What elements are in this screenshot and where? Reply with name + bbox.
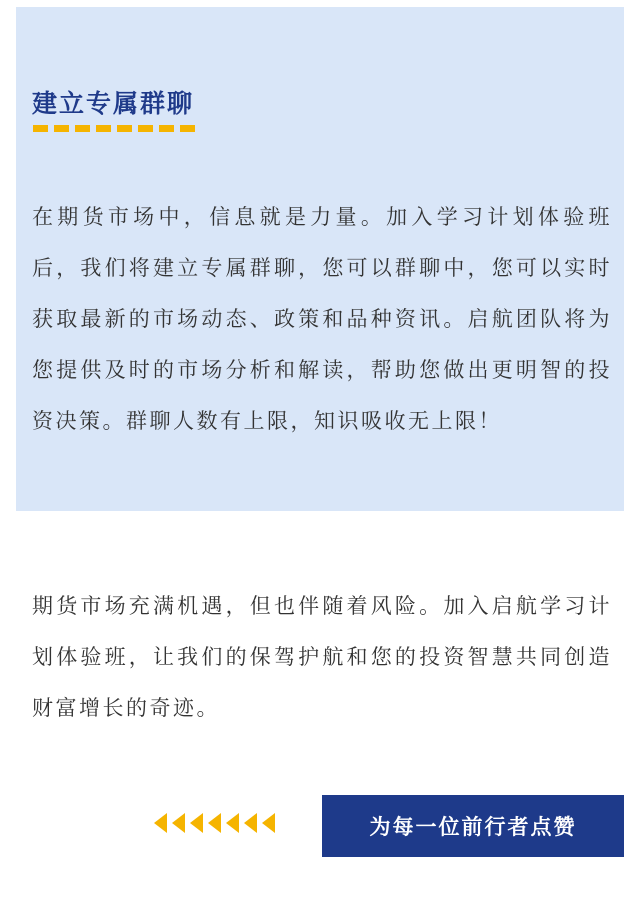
dash (117, 125, 132, 132)
dash (33, 125, 48, 132)
arrow-left-icon (262, 813, 275, 833)
heading-underline-dashes (33, 125, 195, 132)
dash (159, 125, 174, 132)
arrow-left-icon (190, 813, 203, 833)
dash (180, 125, 195, 132)
section-heading: 建立专属群聊 (32, 89, 195, 118)
arrow-left-icon (226, 813, 239, 833)
dash (96, 125, 111, 132)
group-chat-description: 在期货市场中，信息就是力量。加入学习计划体验班后，我们将建立专属群聊，您可以群聊中，您可以实时获取最新的市场动态、政策和品种资讯。启航团队将为您提供及时的市场分析和解读，帮助您做出更明智的投资决策。群聊人数有上限，知识吸收无上限！ (32, 205, 612, 433)
dash (75, 125, 90, 132)
arrow-row (154, 813, 280, 833)
arrow-left-icon (244, 813, 257, 833)
dash (54, 125, 69, 132)
dash (138, 125, 153, 132)
closing-paragraph: 期货市场充满机遇，但也伴随着风险。加入启航学习计划体验班，让我们的保驾护航和您的投资智慧共同创造财富增长的奇迹。 (32, 594, 612, 720)
like-button[interactable]: 为每一位前行者点赞 (322, 795, 624, 857)
arrow-left-icon (172, 813, 185, 833)
arrow-left-icon (154, 813, 167, 833)
arrow-left-icon (208, 813, 221, 833)
